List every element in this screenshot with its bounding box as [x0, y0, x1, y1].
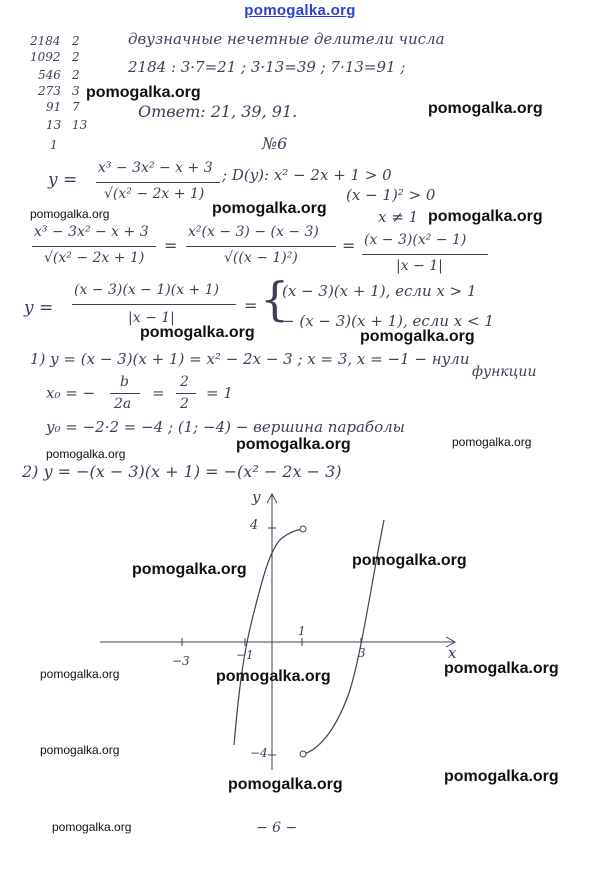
- factor-left-4: 91: [46, 100, 62, 114]
- factor-right-2: 2: [72, 68, 80, 82]
- step-2-den: 2a: [114, 396, 132, 412]
- tick-x-neg3: −3: [172, 654, 190, 668]
- f1-denominator: √(x² − 2x + 1): [104, 186, 205, 202]
- step-1-b: функции: [472, 364, 537, 380]
- watermark: pomogalka.org: [428, 208, 543, 225]
- watermark: pomogalka.org: [30, 207, 110, 221]
- f3-case-2: − (x − 3)(x + 1), если x < 1: [282, 312, 494, 330]
- f1-numerator: x³ − 3x² − x + 3: [98, 160, 213, 176]
- page-number: − 6 −: [256, 820, 298, 836]
- f1-lhs: y =: [48, 170, 78, 190]
- tick-x-neg1: −1: [236, 648, 254, 662]
- f1-domain-3: x ≠ 1: [378, 208, 419, 226]
- watermark: pomogalka.org: [444, 768, 559, 785]
- f2-numerator: x³ − 3x² − x + 3: [34, 224, 149, 240]
- f2-denominator-2: √((x − 1)²): [224, 250, 298, 266]
- tick-x-3: 3: [358, 646, 366, 660]
- f2-equals-2: =: [342, 236, 356, 255]
- f3-numerator: (x − 3)(x − 1)(x + 1): [74, 282, 220, 298]
- factor-left-0: 2184: [30, 34, 61, 48]
- axis-x-label: x: [448, 644, 457, 662]
- factor-left-1: 1092: [30, 50, 61, 64]
- axis-y-label: y: [252, 488, 261, 506]
- watermark: pomogalka.org: [212, 200, 327, 217]
- line-products: 2184 : 3·7=21 ; 3·13=39 ; 7·13=91 ;: [128, 58, 406, 76]
- watermark: pomogalka.org: [46, 447, 126, 461]
- factor-right-4: 7: [72, 100, 80, 114]
- watermark: pomogalka.org: [40, 667, 120, 681]
- watermark: pomogalka.org: [140, 324, 255, 341]
- f2-equals: =: [164, 236, 178, 255]
- f3-equals: =: [244, 296, 258, 315]
- f2-numerator-3: (x − 3)(x² − 1): [364, 232, 467, 248]
- step-1: 1) y = (x − 3)(x + 1) = x² − 2x − 3 ; x = 3, x = −1 − нули: [30, 350, 470, 368]
- watermark: pomogalka.org: [132, 561, 247, 578]
- step-2-den2: 2: [180, 396, 189, 412]
- step-3: y₀ = −2·2 = −4 ; (1; −4) − вершина параболы: [46, 418, 405, 436]
- watermark: pomogalka.org: [352, 552, 467, 569]
- tick-y-neg4: −4: [250, 746, 268, 760]
- watermark: pomogalka.org: [360, 328, 475, 345]
- watermark: pomogalka.org: [216, 668, 331, 685]
- factor-right-3: 3: [72, 84, 80, 98]
- watermark: pomogalka.org: [236, 436, 351, 453]
- step-2-num2: 2: [180, 374, 189, 390]
- tick-x-1: 1: [298, 624, 306, 638]
- watermark: pomogalka.org: [40, 743, 120, 757]
- f3-denominator: |x − 1|: [128, 310, 175, 326]
- f1-domain-2: (x − 1)² > 0: [346, 186, 436, 204]
- site-header-link[interactable]: pomogalka.org: [244, 2, 356, 19]
- step-2-res: = 1: [206, 384, 233, 402]
- watermark: pomogalka.org: [444, 660, 559, 677]
- factor-left-2: 546: [38, 68, 61, 82]
- f2-denominator-3: |x − 1|: [396, 258, 443, 274]
- left-branch-open-point: [300, 526, 306, 532]
- factor-left-3: 273: [38, 84, 61, 98]
- tick-y-4: 4: [250, 518, 259, 533]
- factor-right-0: 2: [72, 34, 80, 48]
- step-2-num: b: [120, 374, 129, 390]
- line-divisors: двузначные нечетные делители числа: [128, 30, 445, 48]
- line-answer: Ответ: 21, 39, 91.: [138, 102, 298, 121]
- f3-case-1: (x − 3)(x + 1), если x > 1: [282, 282, 477, 300]
- f2-numerator-2: x²(x − 3) − (x − 3): [188, 224, 319, 240]
- watermark: pomogalka.org: [428, 100, 543, 117]
- f2-denominator: √(x² − 2x + 1): [44, 250, 145, 266]
- step-2-eq: =: [152, 384, 165, 402]
- f3-lhs: y =: [24, 298, 54, 318]
- task-number: №6: [262, 134, 288, 153]
- step-2-x0: x₀ = −: [46, 384, 96, 402]
- watermark: pomogalka.org: [86, 84, 201, 101]
- watermark: pomogalka.org: [452, 435, 532, 449]
- f3-brace: {: [260, 272, 290, 326]
- watermark: pomogalka.org: [52, 820, 132, 834]
- factor-left-5: 13: [46, 118, 62, 132]
- watermark: pomogalka.org: [228, 776, 343, 793]
- right-branch-open-point: [300, 751, 306, 757]
- factor-left-6: 1: [50, 138, 58, 152]
- step-4: 2) y = −(x − 3)(x + 1) = −(x² − 2x − 3): [22, 462, 342, 481]
- factor-right-1: 2: [72, 50, 80, 64]
- factor-right-5: 13: [72, 118, 88, 132]
- f1-domain: ; D(y): x² − 2x + 1 > 0: [222, 166, 392, 184]
